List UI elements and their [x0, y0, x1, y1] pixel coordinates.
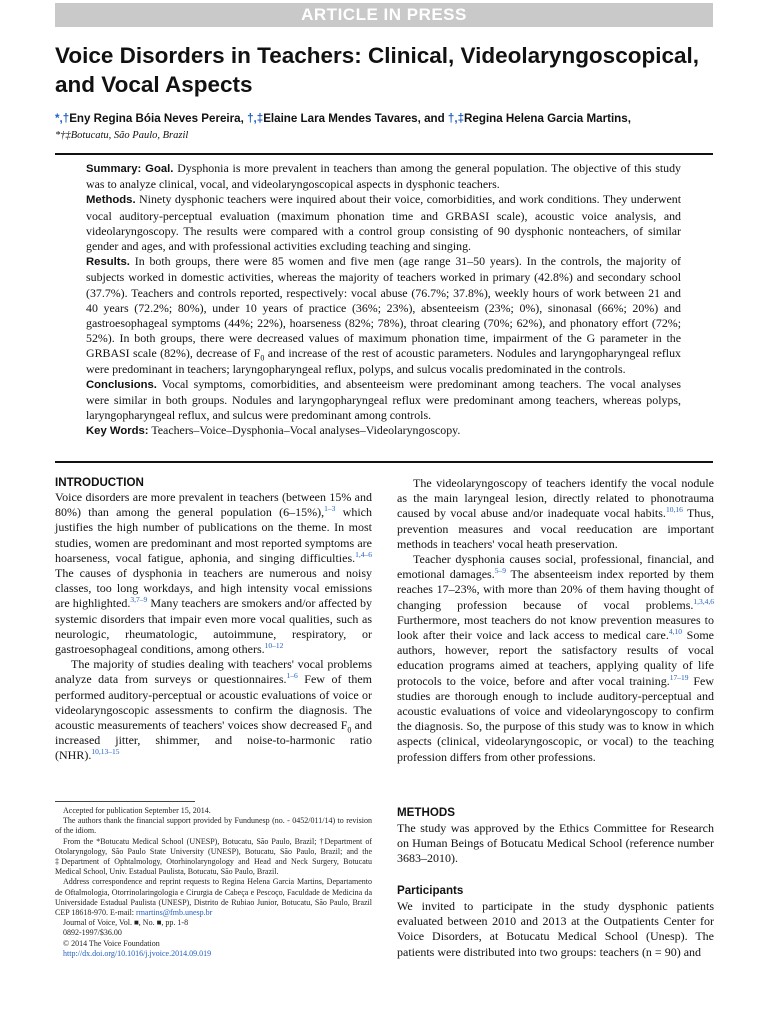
abstract-bottom-rule: [55, 461, 713, 463]
subscript: 0: [347, 725, 352, 735]
citation-link[interactable]: 10,13–15: [91, 747, 120, 757]
participants-heading: Participants: [397, 884, 464, 897]
article-title: Voice Disorders in Teachers: Clinical, Videolaryngoscopical, and Vocal Aspects: [55, 43, 699, 97]
author-affiliation-link[interactable]: *,†: [55, 112, 70, 125]
keywords-label: Key Words:: [86, 425, 149, 438]
paragraph-text: which justifies the high number of publications on the theme. In most studies, women are predominant and most reported symptoms are hoarseness, vocal fatigue, aphonia, and singing difficulties.: [55, 505, 372, 565]
subscript: 0: [260, 353, 265, 363]
citation-link[interactable]: 3,7–9: [130, 595, 148, 605]
keywords-text: Teachers–Voice–Dysphonia–Vocal analyses–Videolaryngoscopy.: [151, 423, 461, 438]
footnote-journal: Journal of Voice, Vol. ■, No. ■, pp. 1-8: [63, 918, 189, 928]
paragraph-text: Thus, prevention measures and vocal reeducation are important methods in teachers' vocal heath preservation.: [397, 506, 714, 551]
citation-link[interactable]: 10–12: [264, 641, 284, 651]
abstract: [86, 161, 681, 440]
footnote-address: [55, 877, 372, 918]
citation-link[interactable]: 17–19: [669, 672, 689, 682]
abstract-conclusions: [86, 377, 681, 424]
author-name: Regina Helena Garcia Martins,: [464, 112, 631, 125]
paragraph-text: Many teachers are smokers and/or affected by systemic disorders that impair even more vocal qualities, such as neurologic, rheumatologic, autoimmune, respiratory, or gastroesophageal conditions, among others.: [55, 596, 373, 657]
introduction-heading: INTRODUCTION: [55, 476, 144, 489]
left-column: [55, 476, 372, 764]
abstract-summary: [86, 161, 681, 192]
footnote-affiliations: From the *Botucatu Medical School (UNESP), Botucatu, São Paulo, Brazil; †Department of Otolaryngology, São Paulo State University (UNESP), Botucatu, São Paulo, Brazil; and the ‡Department of Ophtalmology, Otorhinolaryngology and Head and Neck Surgery, Botucatu Medical School, Univ. Estadual Paulista, Botucatu, São Paulo, Brazil.: [55, 836, 372, 877]
address-text: Address correspondence and reprint requests to Regina Helena Garcia Martins, Departamento de Oftalmologia, Otorrinolaringologia e Cirurgia de Cabeça e Pescoço, Faculdade de Medicina da Universidade Estadual Paulista (UNESP), Distrito de Rubiao Junior, Botucatu, São Paulo, Brazil CEP 18618-970. E-mail:: [55, 877, 372, 918]
results-text-cont: and increase of the rest of acoustic parameters. Nodules and laryngopharyngeal reflux were predominant in teachers; laryngopharyngeal reflux, polyps, and sulcus vocalis predominated in the controls.: [86, 346, 681, 376]
footnote-funding: The authors thank the financial support provided by Fundunesp (no. - 0452/011/14) to revision of the idiom.: [55, 816, 372, 836]
footnote-issn: 0892-1997/$36.00: [63, 928, 122, 938]
results-text: In both groups, there were 85 women and five men (age range 31–50 years). In the controls, the majority of subjects worked in domestic activities, whereas the majority of teachers worked in primary (42.8%) and secondary school (37.7%). Teachers and controls reported, respectively: vocal abuse (76.7%; 37.8%), weekly hours of work between 21 and 40 years (72.2%; 80%), under 10 years of practice (36%; 23%), absenteeism (23%; 0%), sinonasal (66%; 20%) and gastroesophageal symptoms (44%; 22%), hoarseness (82%; 78%), throat clearing (70%; 62%), and phonatory effort (72%; 52%). In both groups, there were decreased values of maximum phonation time, impairment of the G parameter in the GRBASI scale (82%), decrease of F: [86, 254, 681, 361]
paragraph-text: The absenteeism index reported by them reaches 17–23%, with more than 20% of them having thought of changing profession because of vocal problems.: [397, 567, 714, 612]
paragraph-text: The videolaryngoscopy of teachers identify the vocal nodule as the main laryngeal lesion, directly related to phonotrauma caused by vocal abuse and/or inadequate vocal habits.: [397, 476, 714, 521]
paragraph-text: The causes of dysphonia in teachers are numerous and noisy classes, too long workdays, and high intensity vocal emissions are highlighted.: [55, 566, 372, 611]
citation-link[interactable]: 1–6: [286, 671, 298, 681]
right-paragraph-2: [397, 552, 714, 765]
abstract-top-rule: [55, 153, 713, 155]
paragraph-text: The majority of studies dealing with teachers' vocal problems analyze data from surveys or questionnaires.: [55, 657, 372, 687]
paragraph-text: Few of them performed auditory-perceptual or acoustic evaluations of voice or videolaryngoscopic assessments to confirm the diagnosis. The acoustic measurements of teachers' voices show decreased F: [55, 672, 372, 733]
footnotes: [55, 806, 372, 959]
summary-text: Dysphonia is more prevalent in teachers than among the general population. The objective of this study was to analyze clinical, vocal, and videolaryngoscopical aspects in dysphonic teachers.: [86, 161, 681, 192]
paragraph-text: Voice disorders are more prevalent in teachers (between 15% and 80%) than among the general population (6–15%),: [55, 490, 372, 520]
author-name: Elaine Lara Mendes Tavares, and: [263, 112, 445, 125]
participants-paragraph: We invited to participate in the study dysphonic patients evaluated between 2010 and 2013 at the Outpatients Center for Voice Disorders, at Botucatu Medical School (Unesp). The patients were distributed into two groups: teachers (n = 90) and: [397, 899, 714, 959]
author-name: Eny Regina Bóia Neves Pereira,: [69, 112, 244, 125]
abstract-keywords: [86, 423, 681, 439]
intro-paragraph-2: [55, 657, 372, 763]
citation-link[interactable]: 4,10: [668, 627, 682, 637]
intro-paragraph-1: [55, 490, 372, 657]
affiliation-line: *†‡Botucatu, São Paulo, Brazil: [55, 130, 189, 141]
paragraph-text: and increased jitter, shimmer, and noise-to-harmonic ratio (NHR).: [55, 718, 373, 763]
citation-link[interactable]: 1,4–6: [355, 549, 372, 559]
conclusions-label: Conclusions.: [86, 378, 157, 391]
citation-link[interactable]: 1,3,4,6: [693, 596, 714, 606]
methods-paragraph: The study was approved by the Ethics Committee for Research on Human Beings of Botucatu Medical School (reference number 3683–2010).: [397, 821, 714, 866]
paragraph-text: Furthermore, most teachers do not know prevention measures to look after their voice and lack access to medical care.: [397, 612, 714, 643]
article-in-press-banner: ARTICLE IN PRESS: [55, 3, 713, 27]
summary-label: Summary: Goal.: [86, 163, 174, 175]
author-list: [55, 112, 735, 125]
abstract-methods: [86, 192, 681, 254]
right-column: [397, 476, 714, 765]
results-label: Results.: [86, 256, 130, 269]
abstract-results: [86, 254, 681, 377]
citation-link[interactable]: 10,16: [665, 505, 683, 515]
methods-heading: METHODS: [397, 806, 455, 819]
email-link[interactable]: rmartins@fmb.unesp.br: [136, 908, 213, 918]
citation-link[interactable]: 1–3: [324, 504, 336, 514]
right-paragraph-1: [397, 476, 714, 552]
footnote-rule: [55, 801, 195, 802]
paragraph-text: Some authors, however, report the satisfactory results of vocal education programs aimed at teachers, applying quality of life protocols to the voice, before and after vocal training.: [397, 628, 714, 688]
methods-text: Ninety dysphonic teachers were inquired about their voice, comorbidities, and work conditions. They underwent vocal auditory-perceptual evaluation (maximum phonation time and GRBASI scale), acoustic voice analysis, and videolaryngoscopy. The results were compared with a control group consisting of 90 dysphonic nonteachers, of similar gender and ages, and with professional activities excluding teaching and singing.: [86, 192, 681, 254]
footnote-accepted: Accepted for publication September 15, 2014.: [63, 806, 211, 815]
author-affiliation-link[interactable]: †,‡: [447, 112, 465, 125]
footnote-copyright: © 2014 The Voice Foundation: [63, 938, 160, 948]
paragraph-text: Few studies are thorough enough to include auditory-perceptual and acoustic evaluations of voice and videolaryngoscopy to confirm the diagnosis. So, the purpose of this study was to know in which aspects (clinical, videolaryngoscopic, or vocal) to the teaching profession differs from other professions.: [397, 673, 715, 764]
paragraph-text: Teacher dysphonia causes social, professional, financial, and emotional damages.: [397, 552, 714, 582]
conclusions-text: Vocal symptoms, comorbidities, and absenteeism were predominant among teachers. The vocal analyses were similar in both groups. Nodules and laryngopharyngeal reflux were predominant among teachers, whereas polyps, laryngopharyngeal reflux, and sulcus were predominant among controls.: [86, 376, 681, 423]
citation-link[interactable]: 5–9: [494, 566, 506, 576]
author-affiliation-link[interactable]: †,‡: [247, 112, 264, 125]
doi-link[interactable]: http://dx.doi.org/10.1016/j.jvoice.2014.09.019: [63, 948, 212, 958]
methods-label: Methods.: [86, 194, 136, 207]
